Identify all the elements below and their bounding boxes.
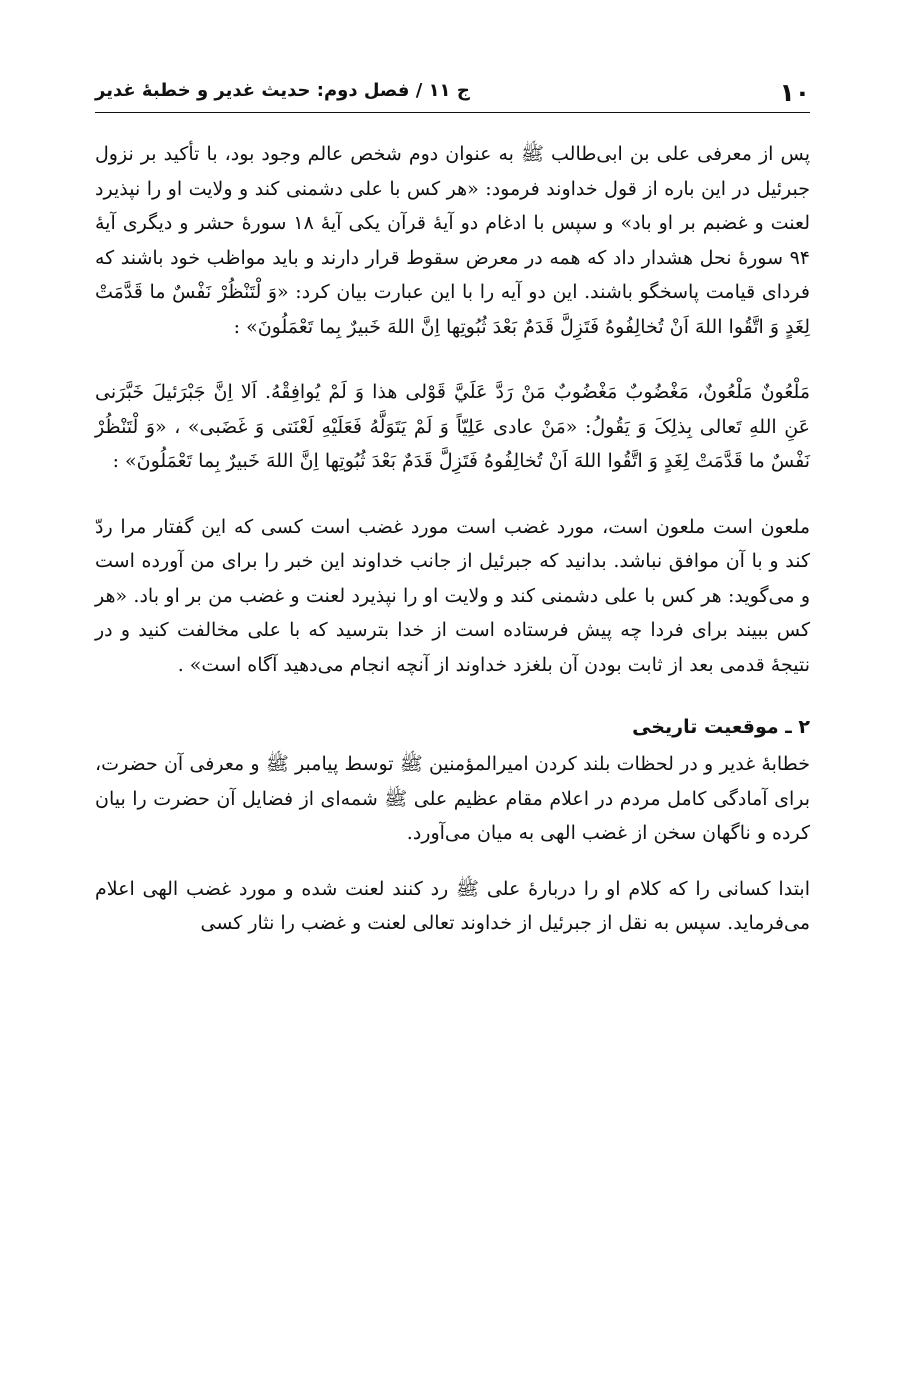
page-content: [95, 113, 810, 941]
translation-paragraph: ملعون است ملعون است، مورد غضب است مورد غضب است کسی که این گفتار مرا ردّ کند و با آن موافق نباشد. بدانید که جبرئیل از جانب خداوند این خبر را برای من آورده است و می‌گوید: هر کس با علی دشمنی کند و ولایت او را نپذیرد لعنت و غضب من بر او باد. «هر کس ببیند برای فردا چه پیش فرستاده است از خدا بترسید که با علی مخالفت کنید و در نتیجۀ قدمی بعد از ثابت بودن آن بلغزد خداوند از آنچه انجام می‌دهید آگاه است» .: [95, 515, 810, 676]
running-title: ج ۱۱ / فصل دوم: حدیث غدیر و خطبۀ غدیر: [95, 80, 470, 101]
page-number: ۱۰: [779, 78, 810, 107]
section-heading: ۲ ـ موقعیت تاریخی: [632, 716, 810, 738]
page-header: [95, 60, 810, 113]
arabic-quotation: مَلْعُونٌ مَلْعُونٌ، مَغْضُوبٌ مَغْضُوبٌ مَنْ رَدَّ عَلَيَّ قَوْلی هذا وَ لَمْ یُوافِقْهُ. اَلا اِنَّ جَبْرَئیلَ خَبَّرَنی عَنِ اللهِ تَعالی بِذلِکَ وَ یَقُولُ: «مَنْ عادی عَلِیّاً وَ لَمْ یَتَوَلَّهُ فَعَلَیْهِ لَعْنَتی وَ غَضَبی» ، «وَ لْتَنْظُرْ نَفْسٌ ما قَدَّمَتْ لِغَدٍ وَ اتَّقُوا اللهَ اَنْ تُخالِفُوهُ فَتَزِلَّ قَدَمٌ بَعْدَ ثُبُوتِها اِنَّ اللهَ خَبیرٌ بِما تَعْمَلُونَ» :: [95, 381, 810, 472]
book-page: [95, 60, 810, 941]
section-paragraph-2: ابتدا کسانی را که کلام او را دربارۀ علی ﷺ رد کنند لعنت شده و مورد غضب الهی اعلام می‌فرماید. سپس به نقل از جبرئیل از خداوند تعالی لعنت و غضب را نثار کسی: [95, 877, 810, 934]
section-paragraph-1: خطابۀ غدیر و در لحظات بلند کردن امیرالمؤمنین ﷺ توسط پیامبر ﷺ و معرفی آن حضرت، برای آمادگی کامل مردم در اعلام مقام عظیم علی ﷺ شمه‌ای از فضایل آن حضرت را بیان کرده و ناگهان سخن از غضب الهی به میان می‌آورد.: [95, 753, 810, 844]
intro-paragraph: پس از معرفی علی بن ابی‌طالب ﷺ به عنوان دوم شخص عالم وجود بود، با تأکید بر نزول جبرئیل در این باره از قول خداوند فرمود: «هر کس با علی دشمنی کند و ولایت او را نپذیرد لعنت و غضبم بر او باد» و سپس با ادغام دو آیۀ قرآن یکی آیۀ ۱۸ سورۀ حشر و دیگری آیۀ ۹۴ سورۀ نحل هشدار داد که همه در معرض سقوط قرار دارند و باید مواظب خود باشند که فردای قیامت پاسخگو باشند. این دو آیه را با این عبارت بیان کرد: «وَ لْتَنْظُرْ نَفْسٌ ما قَدَّمَتْ لِغَدٍ وَ اتَّقُوا اللهَ اَنْ تُخالِفُوهُ فَتَزِلَّ قَدَمٌ بَعْدَ ثُبُوتِها اِنَّ اللهَ خَبیرٌ بِما تَعْمَلُونَ» :: [95, 143, 811, 338]
